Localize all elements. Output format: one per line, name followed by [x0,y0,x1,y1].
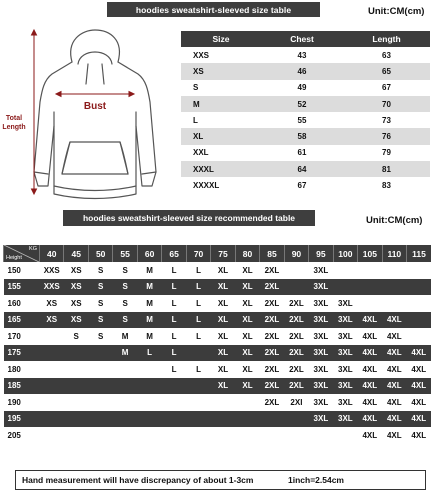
height-cell: 195 [4,411,40,428]
size-recommendation-cell: 2XI [284,394,308,411]
size-recommendation-cell: 4XL [407,345,431,362]
size-recommendation-cell [88,394,112,411]
weight-header: 110 [382,245,406,262]
size-row [181,161,430,177]
size-recommendation-cell: 3XL [309,328,333,345]
size-recommendation-cell [333,427,357,444]
size-recommendation-cell: M [113,328,137,345]
size-recommendation-cell: M [137,262,161,279]
size-recommendation-cell [211,411,235,428]
size-recommendation-cell [260,427,284,444]
height-row [4,295,432,312]
size-recommendation-cell [40,427,64,444]
size-recommendation-cell [407,328,431,345]
size-table-header [181,31,430,47]
size-recommendation-cell: 3XL [333,328,357,345]
length-cell: 81 [343,161,430,177]
size-recommendation-cell [284,427,308,444]
size-recommendation-cell: 4XL [382,427,406,444]
weight-header: 80 [235,245,259,262]
height-row [4,394,432,411]
size-recommendation-cell: 3XL [309,378,333,395]
size-recommendation-cell: M [137,279,161,296]
size-recommendation-cell [358,262,382,279]
size-recommendation-cell: 2XL [260,328,284,345]
size-recommendation-cell: S [113,295,137,312]
weight-header: 100 [333,245,357,262]
size-recommendation-cell: 4XL [358,312,382,329]
length-label-line2: Length [2,124,26,131]
size-recommendation-cell: XXS [40,262,64,279]
size-recommendation-cell: 3XL [309,295,333,312]
weight-header: 50 [88,245,112,262]
size-recommendation-cell [162,427,186,444]
corner-cell [4,245,40,262]
length-cell: 73 [343,112,430,128]
col-header-length: Length [343,31,430,47]
size-recommendation-cell: 3XL [309,262,333,279]
size-recommendation-cell: XS [64,279,88,296]
length-cell: 67 [343,80,430,96]
chest-cell: 49 [261,80,343,96]
size-recommendation-cell: M [137,312,161,329]
size-recommendation-cell [186,411,210,428]
chest-cell: 61 [261,145,343,161]
size-recommendation-cell: 4XL [382,411,406,428]
size-recommendation-cell: S [88,328,112,345]
size-recommendation-cell: S [64,328,88,345]
size-cell: XXL [181,145,261,161]
length-label-line1: Total [5,115,23,122]
size-recommendation-cell [284,262,308,279]
col-header-chest: Chest [261,31,343,47]
size-recommendation-cell: L [162,279,186,296]
size-recommendation-cell: L [186,312,210,329]
size-recommendation-cell [64,427,88,444]
size-recommendation-cell: S [88,295,112,312]
size-recommendation-cell: XL [235,295,259,312]
size-recommendation-cell [186,345,210,362]
kg-label: KG [29,246,37,252]
size-recommendation-cell: 2XL [260,262,284,279]
height-label: Height [6,255,22,261]
size-recommendation-cell: 2XL [284,378,308,395]
size-row [181,80,430,96]
height-row [4,427,432,444]
size-recommendation-cell [113,411,137,428]
size-recommendation-cell [64,411,88,428]
size-recommendation-cell [284,279,308,296]
size-cell: L [181,112,261,128]
size-recommendation-cell [162,394,186,411]
size-recommendation-cell [88,427,112,444]
size-recommendation-cell [284,411,308,428]
height-row [4,411,432,428]
size-recommendation-cell [137,394,161,411]
size-recommendation-cell: L [186,279,210,296]
size-recommendation-cell: S [88,279,112,296]
unit-label: Unit:CM(cm) [368,6,425,17]
size-recommendation-cell: S [113,312,137,329]
size-recommendation-cell [64,394,88,411]
height-cell: 180 [4,361,40,378]
size-recommendation-cell: L [186,262,210,279]
size-recommendation-cell: 4XL [407,361,431,378]
height-row [4,361,432,378]
size-recommendation-cell [407,295,431,312]
size-row [181,145,430,161]
size-recommendation-cell: 3XL [309,279,333,296]
size-recommendation-cell: 3XL [309,411,333,428]
size-row [181,63,430,79]
inch-conversion: 1inch=2.54cm [288,475,344,485]
size-recommendation-cell: 3XL [309,312,333,329]
size-recommendation-cell: L [162,361,186,378]
size-recommendation-cell: XL [211,345,235,362]
size-recommendation-cell: 2XL [284,361,308,378]
size-recommendation-cell: 3XL [333,411,357,428]
size-recommendation-cell: 3XL [333,394,357,411]
size-recommendation-cell: XS [40,295,64,312]
size-recommendation-cell: 4XL [407,427,431,444]
height-cell: 155 [4,279,40,296]
chest-cell: 46 [261,63,343,79]
length-cell: 65 [343,63,430,79]
size-recommendation-cell [211,394,235,411]
size-recommendation-cell: L [137,345,161,362]
size-recommendation-cell: 4XL [358,411,382,428]
size-recommendation-cell [186,427,210,444]
size-recommendation-cell: 4XL [382,378,406,395]
size-recommendation-cell: 4XL [382,345,406,362]
size-recommendation-cell: M [113,345,137,362]
size-recommendation-cell [358,295,382,312]
height-cell: 170 [4,328,40,345]
size-recommendation-cell: L [162,312,186,329]
size-cell: XS [181,63,261,79]
height-row [4,262,432,279]
size-recommendation-cell [235,427,259,444]
height-row [4,279,432,296]
size-recommendation-cell: L [162,345,186,362]
size-recommendation-cell: 3XL [309,345,333,362]
chest-cell: 58 [261,128,343,144]
weight-header: 115 [407,245,431,262]
unit-label-2: Unit:CM(cm) [366,215,423,226]
size-recommendation-cell [162,378,186,395]
size-recommendation-cell: 4XL [382,394,406,411]
size-recommendation-cell: 3XL [333,295,357,312]
size-recommendation-cell: XL [235,312,259,329]
size-recommendation-cell: 2XL [260,279,284,296]
height-cell: 175 [4,345,40,362]
length-cell: 63 [343,47,430,63]
size-row [181,177,430,193]
col-header-size: Size [181,31,261,47]
recommended-table [3,245,431,444]
size-recommendation-cell [186,394,210,411]
size-recommendation-cell [382,279,406,296]
size-recommendation-cell: L [162,328,186,345]
size-recommendation-cell [162,411,186,428]
size-recommendation-cell [64,378,88,395]
weight-header: 65 [162,245,186,262]
height-row [4,328,432,345]
size-recommendation-cell: 3XL [333,361,357,378]
size-recommendation-cell: 3XL [309,361,333,378]
size-recommendation-cell [407,312,431,329]
length-cell: 76 [343,128,430,144]
chest-cell: 64 [261,161,343,177]
size-recommendation-cell: 3XL [333,312,357,329]
size-recommendation-cell: XL [211,328,235,345]
size-cell: S [181,80,261,96]
size-recommendation-cell [137,411,161,428]
size-recommendation-cell: S [113,262,137,279]
size-recommendation-cell: XL [211,361,235,378]
weight-header: 55 [113,245,137,262]
size-table [181,31,430,194]
size-recommendation-cell: XL [235,279,259,296]
size-recommendation-cell: 2XL [260,361,284,378]
size-recommendation-cell: 4XL [358,345,382,362]
height-cell: 185 [4,378,40,395]
size-cell: XXS [181,47,261,63]
discrepancy-text: Hand measurement will have discrepancy of about 1-3cm [22,475,254,485]
chest-cell: 43 [261,47,343,63]
size-cell: XXXL [181,161,261,177]
size-recommendation-cell: L [162,295,186,312]
size-recommendation-cell: L [186,328,210,345]
height-row [4,312,432,329]
size-recommendation-cell: XS [64,312,88,329]
weight-header: 70 [186,245,210,262]
size-recommendation-cell: S [113,279,137,296]
size-recommendation-cell: XL [235,378,259,395]
size-recommendation-cell [333,279,357,296]
size-recommendation-cell: XL [211,312,235,329]
size-recommendation-cell [88,378,112,395]
size-recommendation-cell [40,345,64,362]
size-table-title: hoodies sweatshirt-sleeved size table [107,2,320,17]
height-cell: 190 [4,394,40,411]
height-cell: 150 [4,262,40,279]
height-cell: 165 [4,312,40,329]
size-recommendation-cell: XL [235,345,259,362]
size-recommendation-cell: XL [235,328,259,345]
weight-header: 90 [284,245,308,262]
hoodie-sketch-icon [0,22,178,208]
size-recommendation-cell: XS [40,312,64,329]
size-recommendation-cell: XL [235,361,259,378]
size-row [181,96,430,112]
size-recommendation-cell: 4XL [358,361,382,378]
measurement-note [15,470,426,490]
size-recommendation-cell: 4XL [358,378,382,395]
size-recommendation-cell: XL [211,295,235,312]
size-recommendation-cell: 2XL [284,328,308,345]
size-recommendation-cell [235,394,259,411]
size-recommendation-cell [358,279,382,296]
size-recommendation-cell: 2XL [260,312,284,329]
length-cell: 83 [343,177,430,193]
size-recommendation-cell: XXS [40,279,64,296]
size-recommendation-cell: 2XL [260,394,284,411]
size-recommendation-cell [113,427,137,444]
size-recommendation-cell [113,361,137,378]
size-recommendation-cell [382,295,406,312]
size-recommendation-cell [407,262,431,279]
length-cell: 70 [343,96,430,112]
size-cell: XL [181,128,261,144]
size-recommendation-cell: M [137,295,161,312]
size-cell: M [181,96,261,112]
size-recommendation-cell [40,328,64,345]
size-recommendation-cell: 2XL [260,295,284,312]
size-recommendation-cell [88,411,112,428]
height-row [4,378,432,395]
size-recommendation-cell: XS [64,295,88,312]
size-recommendation-cell: 4XL [407,411,431,428]
size-recommendation-cell [40,394,64,411]
size-recommendation-cell [113,394,137,411]
size-recommendation-cell: 2XL [260,345,284,362]
size-recommendation-cell: XL [235,262,259,279]
size-recommendation-cell: 2XL [284,312,308,329]
size-recommendation-cell [333,262,357,279]
size-recommendation-cell [186,378,210,395]
size-recommendation-cell: L [186,361,210,378]
size-recommendation-cell: XL [211,262,235,279]
size-recommendation-cell [309,427,333,444]
size-recommendation-cell [88,361,112,378]
size-recommendation-cell [137,378,161,395]
size-recommendation-cell [64,361,88,378]
size-recommendation-cell [137,427,161,444]
weight-header: 85 [260,245,284,262]
size-recommendation-cell: 4XL [358,427,382,444]
size-recommendation-cell: 2XL [260,378,284,395]
size-recommendation-cell: 4XL [407,394,431,411]
size-row [181,47,430,63]
height-row [4,345,432,362]
length-cell: 79 [343,145,430,161]
recommended-table-title: hoodies sweatshirt-sleeved size recommended table [63,210,315,226]
size-recommendation-cell [211,427,235,444]
weight-header: 60 [137,245,161,262]
bust-label: Bust [83,101,107,112]
size-recommendation-cell [137,361,161,378]
size-recommendation-cell [407,279,431,296]
size-recommendation-cell [40,378,64,395]
size-recommendation-cell [260,411,284,428]
height-cell: 160 [4,295,40,312]
chest-cell: 55 [261,112,343,128]
size-row [181,128,430,144]
size-recommendation-cell: 4XL [407,378,431,395]
size-recommendation-cell: 4XL [358,394,382,411]
size-recommendation-cell [88,345,112,362]
size-recommendation-cell: 2XL [284,345,308,362]
chest-cell: 67 [261,177,343,193]
size-cell: XXXXL [181,177,261,193]
size-recommendation-cell [235,411,259,428]
size-recommendation-cell [382,262,406,279]
size-recommendation-cell: 3XL [333,378,357,395]
weight-header: 40 [40,245,64,262]
size-recommendation-cell [113,378,137,395]
size-recommendation-cell: S [88,262,112,279]
size-recommendation-cell: L [186,295,210,312]
size-recommendation-cell: L [162,262,186,279]
size-recommendation-cell [40,361,64,378]
weight-header-row [4,245,432,262]
weight-header: 95 [309,245,333,262]
size-recommendation-cell: 3XL [333,345,357,362]
size-recommendation-cell: S [88,312,112,329]
size-recommendation-cell: XS [64,262,88,279]
size-recommendation-cell: 4XL [382,328,406,345]
weight-header: 45 [64,245,88,262]
height-cell: 205 [4,427,40,444]
size-recommendation-cell: XL [211,378,235,395]
weight-header: 105 [358,245,382,262]
hoodie-illustration [0,22,178,208]
size-recommendation-cell: 3XL [309,394,333,411]
size-recommendation-cell: 4XL [382,312,406,329]
size-recommendation-cell: 4XL [358,328,382,345]
size-recommendation-cell: M [137,328,161,345]
size-recommendation-cell [40,411,64,428]
size-row [181,112,430,128]
size-recommendation-cell: 4XL [382,361,406,378]
size-recommendation-cell: 2XL [284,295,308,312]
size-recommendation-cell: XL [211,279,235,296]
weight-header: 75 [211,245,235,262]
chest-cell: 52 [261,96,343,112]
size-recommendation-cell [64,345,88,362]
